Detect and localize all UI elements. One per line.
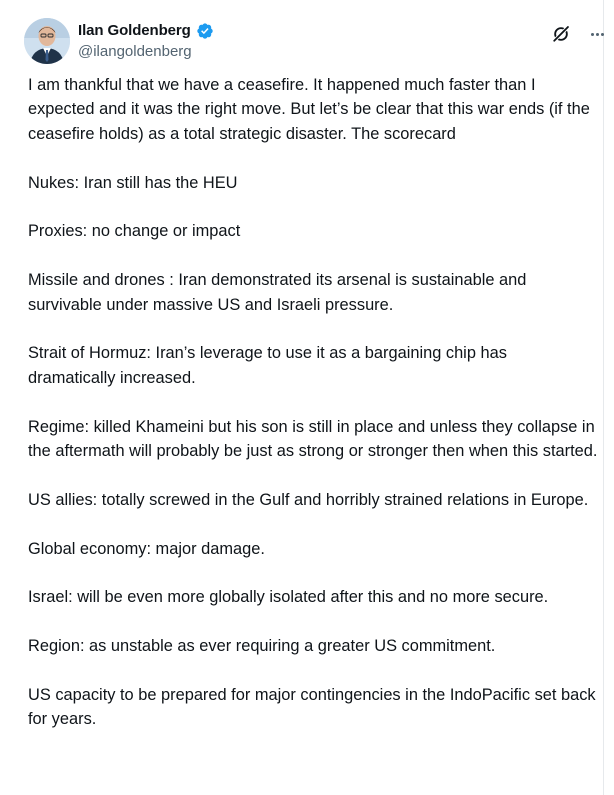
grok-icon[interactable] bbox=[550, 23, 572, 45]
author-handle[interactable]: @ilangoldenberg bbox=[78, 43, 192, 60]
avatar[interactable] bbox=[24, 18, 70, 64]
name-row bbox=[78, 20, 214, 42]
avatar-image bbox=[24, 18, 70, 64]
tweet-paragraph: US allies: totally screwed in the Gulf and horribly strained relations in Europe. bbox=[28, 490, 589, 509]
tweet-paragraph: Israel: will be even more globally isolated after this and no more secure. bbox=[28, 588, 549, 607]
tweet-text bbox=[28, 73, 598, 756]
tweet-header bbox=[24, 18, 609, 64]
author-display-name[interactable]: Ilan Goldenberg bbox=[78, 22, 191, 39]
verified-badge-icon bbox=[196, 22, 214, 40]
more-dot bbox=[591, 33, 594, 36]
tweet-paragraph: Proxies: no change or impact bbox=[28, 222, 241, 241]
tweet-paragraph: Region: as unstable as ever requiring a greater US commitment. bbox=[28, 637, 496, 656]
tweet-paragraph: US capacity to be prepared for major contingencies in the IndoPacific set back for years. bbox=[28, 686, 596, 729]
tweet-paragraph: Missile and drones : Iran demonstrated its arsenal is sustainable and survivable under massive US and Israeli pressure. bbox=[28, 271, 527, 314]
tweet-paragraph: Nukes: Iran still has the HEU bbox=[28, 173, 238, 192]
tweet-paragraph: Regime: killed Khameini but his son is still in place and unless they collapse in the aftermath will probably be just as strong or stronger then when this started. bbox=[28, 417, 598, 461]
tweet-paragraph: Strait of Hormuz: Iran’s leverage to use it as a bargaining chip has dramatically increased. bbox=[28, 344, 507, 387]
tweet-paragraph: I am thankful that we have a ceasefire. It happened much faster than I expected and it was the right move. But let’s be clear that this war ends (if the ceasefire holds) as a total strategic disaster. The scorecard bbox=[28, 76, 590, 143]
more-options-icon[interactable] bbox=[587, 23, 607, 45]
more-dot bbox=[596, 33, 599, 36]
author-info bbox=[78, 20, 214, 62]
tweet-paragraph: Global economy: major damage. bbox=[28, 539, 265, 558]
more-dot bbox=[601, 33, 604, 36]
